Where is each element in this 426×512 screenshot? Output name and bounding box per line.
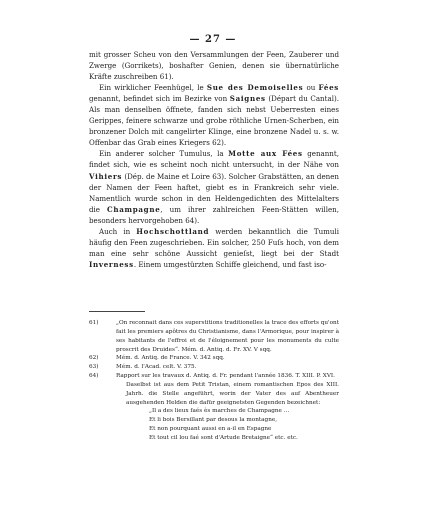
emphasized-text: Sue des Demoiselles [206,83,304,93]
emphasized-text: Champagne [107,204,161,214]
footnote-text: Daselbst ist aus dem Petit Tristan, einem romantischen Epos des XIII. Jahrh. die Stelle angeführt, worin der Vater des auf Abentheuer ausgehenden Helden die dafür geeignetsten Gegenden bezeichnet: [126,381,339,406]
emphasized-text: Motte aux Fées [228,149,303,159]
verse-line: Et non pourquant aussi en a-il en Espagne [149,426,272,433]
main-text [89,49,339,270]
emphasized-text: Hochschottland [136,226,210,236]
footnote-number: 62) [89,355,99,362]
footnote-text: „On reconnait dans ces superstitions traditionelles la trace des efforts qu'ont fait les premiers apôtres du Christianisme, dans l'Armorique, pour inspirer à ses habitants de l'effroi et de l'éloignement pour les monuments du culte proscrit des Druides“. Mém. d. Antiq. d. Fr. XV. V sqq. [116,320,339,353]
verse-line: Et li bois Bersillant par desous la montagne, [149,417,278,424]
text-segment: . Einem umgestürzten Schiffe gleichend, und fast iso- [133,259,327,269]
footnote [89,372,339,443]
footnote-number: 64) [89,373,99,380]
paragraph [89,82,339,148]
paragraph [89,226,339,270]
footnotes [89,319,339,443]
verse-line: Et tout cil lou faé sont d'Artude Bretaigne“ etc. etc. [149,434,298,441]
page-number: — 27 — [189,34,237,45]
verse-line: „Il a des lieux faés ès marches de Champagne … [149,408,290,415]
emphasized-text: Fées [318,83,339,93]
text-segment: werden bekanntlich die Tumuli häufig den Feen zugeschrieben. Ein solcher, 250 Fuſs hoch, von dem man eine sehr schöne Aussicht genieſst, liegt bei der Stadt [89,226,339,258]
footnote [89,354,339,363]
emphasized-text: Saignes [229,94,266,104]
text-segment: Auch in [99,226,137,236]
footnote-text: Rapport sur les travaux d. Antiq. d. Fr. pendant l'année 1836. T. XIII. P. XVI. [116,373,335,380]
footnote-number: 63) [89,364,99,371]
text-segment: mit grosser Scheu von den Versammlungen der Feen, Zauberer und Zwerge (Gorrikets), boshafter Genien, denen sie übernatürliche Kräfte zuschreiben 61). [89,50,339,82]
text-segment: , um ihrer zahlreichen Feen-Stätten willen, besonders hervorgehoben 64). [89,204,339,225]
paragraph [89,49,339,82]
text-segment: ou [303,83,319,93]
paragraph [89,148,339,225]
emphasized-text: Inverness [89,259,134,269]
footnote-number: 61) [89,320,99,326]
footnote [89,363,339,372]
text-segment: (Dép. de Maine et Loire 63). Solcher Grabstätten, an denen der Namen der Feen haftet, giebt es in Frankreich sehr viele. Namentlich wurde schon in den Heldengedichten des Mittelalters die [89,171,339,214]
footnote [89,319,339,354]
text-segment: Ein anderer solcher Tumulus, la [99,149,229,159]
text-segment: Ein wirklicher Feenhügel, le [99,83,207,93]
emphasized-text: Vihiers [89,171,123,181]
footnote-text: Mém. d. Antiq. de France. V. 342 sqq. [116,355,225,362]
text-segment: genannt, findet sich, wie es scheint noch nicht untersucht, in der Nähe von [89,149,339,170]
footnote-separator [89,311,145,312]
text-segment: (Départ du Cantal). Als man denselben öffnete, fanden sich nebst Ueberresten eines Gerippes, feinere schwarze und grobe röthliche Urnen-Scherben, ein bronzener Dolch mit cangelirter Klinge, eine bronzene Nadel u. s. w. Offenbar das Grab eines Kriegers 62). [89,94,339,148]
text-segment: genannt, befindet sich im Bezirke von [89,94,230,104]
footnote-text: Mém. d. l'Acad. celt. V. 375. [116,364,197,371]
